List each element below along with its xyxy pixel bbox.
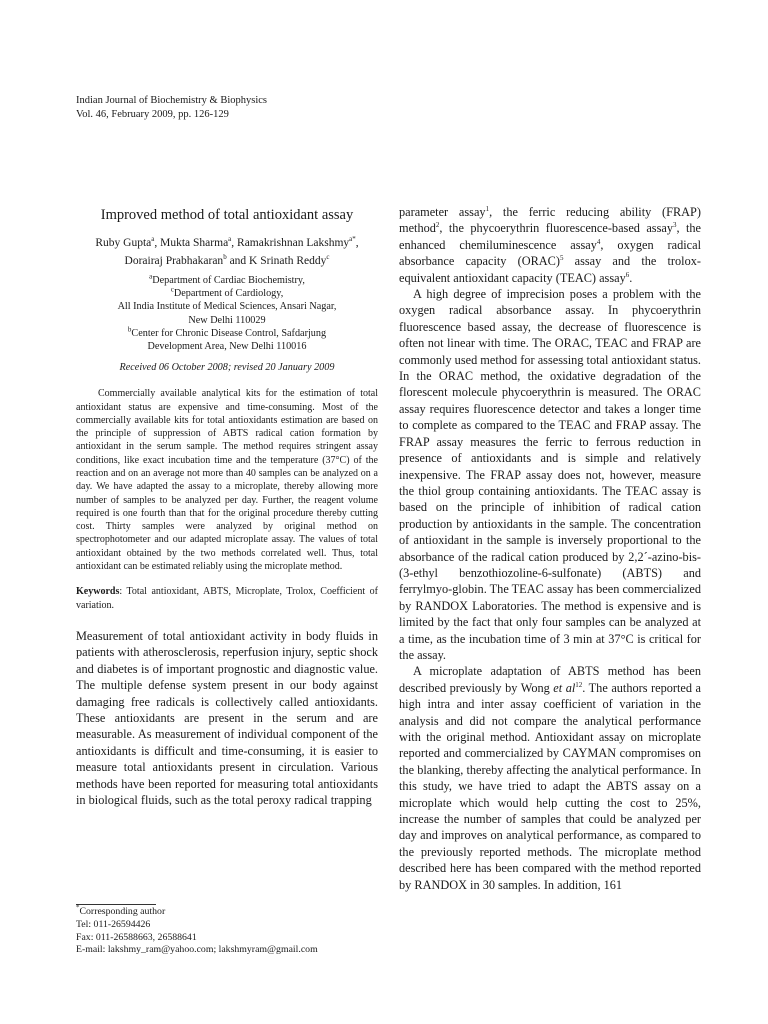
text-run: , oxygen radical absorbance capacity (ORAC) — [399, 237, 701, 269]
footnote-mark: * — [76, 903, 80, 912]
author-affil-mark: a — [151, 235, 155, 244]
footnote-text: Corresponding author — [79, 906, 166, 917]
affiliation-line — [76, 327, 378, 340]
author-name: Ramakrishnan Lakshmy — [237, 237, 350, 249]
journal-name: Indian Journal of Biochemistry & Biophysics — [76, 95, 268, 106]
citation-ref: 12 — [575, 680, 583, 689]
text-run: . — [629, 270, 633, 285]
author-conjunction: and — [229, 255, 247, 267]
author-list: Ruby Gupta$^a$, Mukta Sharma$^a$, Ramakrishnan Lakshmy$^{a*}$, Dorairaj Prabhakaran$^b$ and K Srinath Reddy$^c$ — [95, 235, 359, 267]
citation-ref: 5 — [559, 254, 564, 263]
affil-text: Department of Cardiac Biochemistry, — [152, 275, 305, 286]
citation-ref: 2 — [435, 221, 440, 230]
affiliation-line — [76, 287, 378, 300]
affil-text: Department of Cardiology, — [173, 288, 284, 300]
right-column — [399, 204, 701, 893]
imprecision-paragraph: A high degree of imprecision poses a problem with the oxygen radical absorbance assay. In phycoerythrin fluorescence based assay, the decrease of fluorescence is often not linear with time. The ORAC, TEAC and FRAP are commonly used method for assessing total antioxidant status. In the ORAC method, the oxidative degradation of the florescent molecule phycoerythrin is measured. The ORAC assay requires fluorescence detector and takes a longer time to complete as compared to the TEAC and FRAP assay. The FRAP assay measures the ferric to ferrous reduction in presence of antioxidants and is simple and relatively inexpensive. The FRAP assay does not, however, measure the thiol group containing antioxidants. The TEAC assay is based on the principle of inhibition of radical cation production by antioxidants in the sample. The concentration of antioxidant in the sample is inversely proportional to the absorbance of the radical cation produced by 2,2´-azino-bis-(3-ethyl benzothiozoline-6-sulfonate) (ABTS) and ferrylmyo-globin. The TEAC assay has been commercialized by RANDOX Laboratories. The method is expensive and is limited by the fact that only four samples can be analyzed at a time, as the incubation time of 3 min at 37°C is critical for the assay. — [399, 287, 701, 662]
footnote-tel: Tel: 011-26594426 — [76, 918, 151, 930]
author-name: Mukta Sharma — [160, 237, 229, 249]
keywords-text: : Total antioxidant, ABTS, Microplate, Trolox, Coefficient of variation. — [76, 586, 378, 611]
article-title: Improved method of total antioxidant assay — [100, 207, 354, 223]
affiliation-line — [76, 274, 378, 287]
microplate-paragraph — [399, 663, 701, 893]
text-run-italic: et al — [553, 680, 576, 695]
citation-ref: 6 — [625, 270, 630, 279]
text-run: A microplate adaptation of ABTS method has been described previously by Wong — [399, 664, 701, 695]
author-name: K Srinath Reddy — [249, 255, 327, 267]
text-run: , the enhanced chemiluminescence assay — [399, 221, 701, 252]
author-affil-mark: a — [228, 235, 232, 244]
affil-text: Center for Chronic Disease Control, Safdarjung — [131, 327, 327, 339]
author-affil-mark: b — [223, 253, 227, 262]
intro-paragraph: Measurement of total antioxidant activity in body fluids in patients with atherosclerosis, reperfusion injury, septic shock and diabetes is of important prognostic and diagnostic value. The multiple defense system present in our body against damaging free radicals is collectively called antioxidants. These antioxidants are present in the serum and are measurable. As measurement of individual component of the antioxidants is difficult and time-consuming, it is easier to measure total antioxidants present in circulation. Various methods have been reported for measuring total antioxidants in biological fluids, such as the total peroxy radical trapping — [76, 628, 378, 808]
footnotes — [76, 903, 318, 957]
text-run: assay and the trolox-equivalent antioxidant capacity (TEAC) assay — [399, 254, 701, 285]
left-column — [76, 206, 378, 808]
author-affil-mark: a* — [349, 235, 356, 244]
citation-ref: 1 — [485, 204, 490, 213]
abstract: Commercially available analytical kits for the estimation of total antioxidant status are expensive and time-consuming. Most of the commercially available kits for total antioxidants estimation are based on the principle of suppression of ABTS radical cation formation by antioxidant in the serum sample. The method requires stringent assay conditions, like exact incubation time and the temperature (37°C) of the reaction and on an average not more than 40 samples can be analyzed on a day. We have adapted the assay to a microplate, thereby allowing more number of samples to be analyzed per day. Further, the reagent volume required is one fourth than that for the original procedure thereby cutting cost. Thirty samples were analyzed by original method on spectrophotometer and our adapted microplate assay. The values of total antioxidant obtained by the two methods correlated well. Thus, total antioxidant can be estimated reliably using the microplate method. — [76, 388, 378, 573]
text-run: . The authors reported a high intra and inter assay coefficient of variation in the analysis and did not compare the analytical performance with the original method. Antioxidant assay on microplate reported and commercialized by CAYMAN compromises on the blanking, thereby affecting the analytical performance. In this study, we have tried to adapt the ABTS assay on a microplate which would help cutting the cost to 25%, increase the number of samples that could be analyzed per day and improves on analytical performance, as compared to the previously reported methods. The microplate method described here has been compared with the method reported by RANDOX in 30 samples. In addition, 161 — [399, 680, 702, 892]
received-dates: Received 06 October 2008; revised 20 January 2009 — [119, 362, 335, 374]
footnote-divider — [76, 904, 156, 905]
author-affil-mark: c — [326, 253, 330, 262]
affil-mark: b — [127, 325, 132, 334]
footnote-email: E-mail: lakshmy_ram@yahoo.com; lakshmyram@gmail.com — [76, 944, 318, 956]
affiliation-line: All India Institute of Medical Sciences, Ansari Nagar, — [117, 301, 337, 313]
affil-mark: c — [170, 285, 174, 294]
footnote-fax: Fax: 011-26588663, 26588641 — [76, 931, 197, 943]
keywords — [76, 585, 378, 612]
journal-header — [76, 94, 267, 122]
keywords-label: Keywords — [76, 586, 120, 598]
journal-volume: Vol. 46, February 2009, pp. 126-129 — [76, 109, 229, 120]
text-run: , the ferric reducing ability (FRAP) method — [399, 205, 701, 236]
methods-paragraph — [399, 204, 701, 286]
affil-mark: a — [149, 272, 153, 281]
text-run: parameter assay — [399, 205, 486, 219]
author-name: Ruby Gupta — [95, 237, 152, 249]
affiliation-line: Development Area, New Delhi 110016 — [147, 341, 307, 353]
citation-ref: 3 — [672, 221, 677, 230]
affiliations — [76, 274, 378, 353]
author-name: Dorairaj Prabhakaran — [124, 255, 224, 267]
affiliation-line: New Delhi 110029 — [188, 314, 266, 326]
corresponding-author-note — [76, 903, 318, 919]
text-run: , the phycoerythrin fluorescence-based assay — [439, 221, 673, 236]
citation-ref: 4 — [596, 237, 601, 246]
